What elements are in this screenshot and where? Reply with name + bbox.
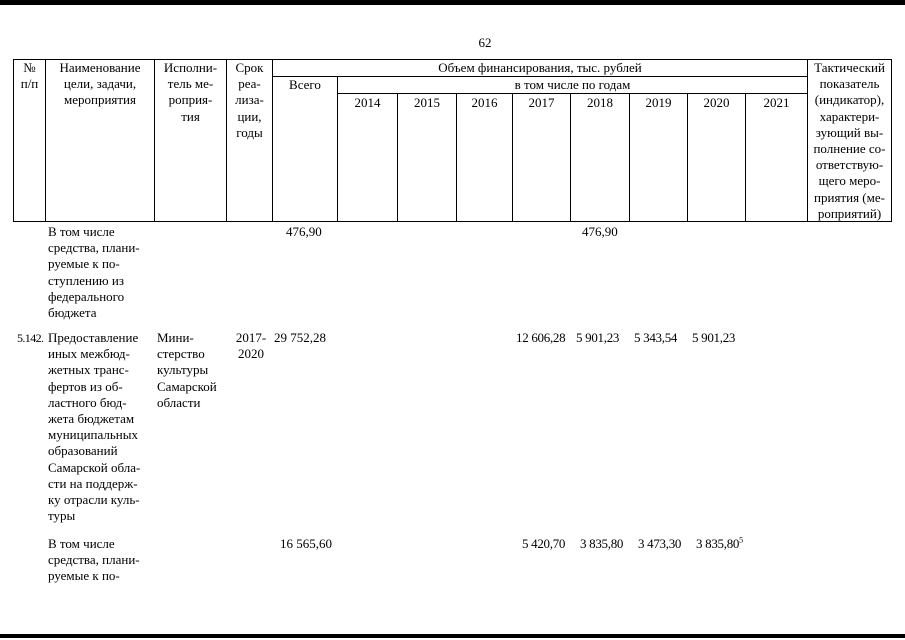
header-year: 2017: [528, 95, 555, 110]
header-total: Всего: [289, 77, 321, 92]
header-executor: Исполни- тель ме- роприя- тия: [163, 60, 218, 124]
row-value-2020: 3 835,80$^5$: [696, 535, 743, 551]
header-indicator: Тактический показатель (индикатор), характери- зующий вы- полнение со- ответствую- щего меро- приятия (ме- роприятий): [813, 60, 886, 221]
row-value-2017: 5 420,70: [522, 536, 566, 551]
header-year: 2014: [354, 95, 381, 110]
row-value-2018: 476,90: [582, 224, 618, 239]
row-value-2019: 5 343,54: [634, 330, 678, 345]
header-year: 2021: [763, 95, 790, 110]
row-total: 29 752,28: [274, 330, 326, 345]
row-total: 476,90: [286, 224, 322, 239]
header-year: 2019: [645, 95, 672, 110]
row-executor: Мини- стерство культуры Самарской области: [157, 330, 217, 410]
header-year: 2018: [587, 95, 613, 110]
row-period: 2017- 2020: [235, 330, 267, 362]
row-number: 5.142.: [17, 331, 44, 345]
header-period: Срок реа- лиза- ции, годы: [235, 60, 264, 140]
bottom-border: [0, 634, 905, 638]
footnote-mark: 5: [739, 535, 743, 545]
row-value-2020: 5 901,23: [692, 330, 736, 345]
row-value-2018: 3 835,80: [580, 536, 624, 551]
row-name: В том числе средства, плани- руемые к по- ступлению из федерального бюджета: [48, 224, 140, 321]
row-total: 16 565,60: [280, 536, 332, 551]
row-value-2019: 3 473,30: [638, 536, 682, 551]
header-name: Наименование цели, задачи, мероприятия: [59, 60, 141, 108]
row-name: В том числе средства, плани- руемые к по-: [48, 536, 140, 584]
header-number: № п/п: [20, 60, 39, 92]
row-value-2017: 12 606,28: [516, 330, 566, 345]
header-financing-title: Объем финансирования, тыс. рублей: [438, 60, 642, 75]
header-by-years: в том числе по годам: [514, 77, 631, 92]
header-year: 2015: [414, 95, 440, 110]
page-number: 62: [478, 35, 492, 50]
row-name: Предоставление иных межбюд- жетных транс- фертов из об- ластного бюд- жета бюджетам муниципальных образований Самарской обла- сти на поддерж- ку отрасли куль- туры: [48, 330, 141, 524]
row-value-2018: 5 901,23: [576, 330, 620, 345]
header-year: 2016: [471, 95, 498, 110]
top-border: [0, 0, 905, 5]
header-year: 2020: [703, 95, 730, 110]
